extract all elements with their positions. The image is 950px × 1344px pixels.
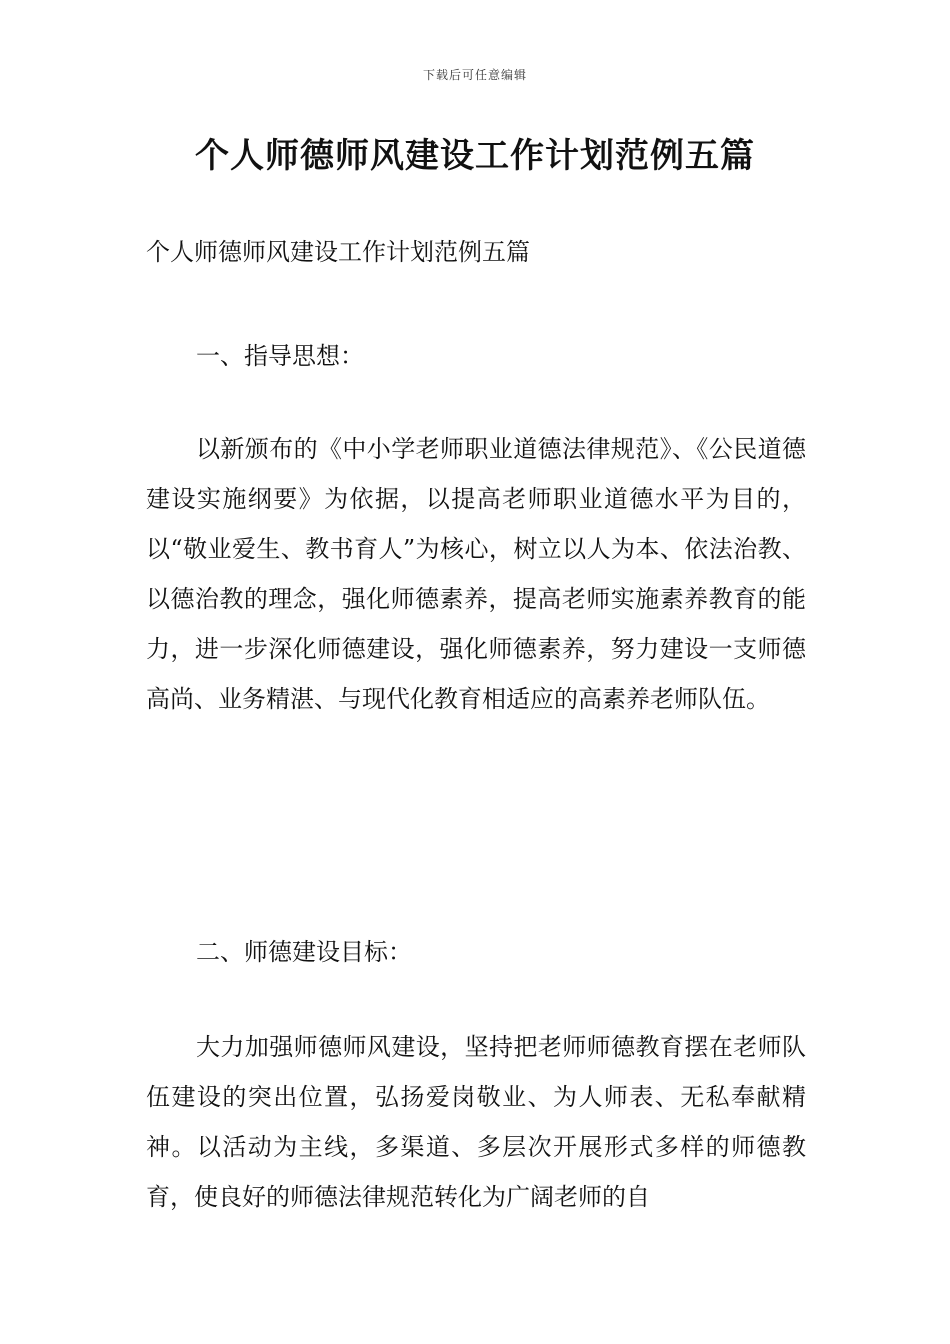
document-title: 个人师德师风建设工作计划范例五篇 [195, 136, 755, 176]
header-note: 下载后可任意编辑 [422, 68, 527, 82]
section-heading-guiding-ideology: 一、指导思想： [196, 342, 364, 370]
section-paragraph-guiding-ideology: 以新颁布的《中小学老师职业道德法律规范》、《公民道德建设实施纲要》为依据，以提高老师职业道德水平为目的，以“敬业爱生、教书育人”为核心，树立以人为本、依法治教、以德治教的理念，强化师德素养，提高老师实施素养教育的能力，进一步深化师德建设，强化师德素养，努力建设一支师德高尚、业务精湛、与现代化教育相适应的高素养老师队伍。 [146, 435, 806, 713]
section-heading-ethics-goals: 二、师德建设目标： [196, 938, 412, 966]
section-paragraph-ethics-goals: 大力加强师德师风建设，坚持把老师师德教育摆在老师队伍建设的突出位置，弘扬爱岗敬业、为人师表、无私奉献精神。以活动为主线，多渠道、多层次开展形式多样的师德教育，使良好的师德法律规范转化为广阔老师的自 [146, 1033, 806, 1211]
document-subtitle: 个人师德师风建设工作计划范例五篇 [146, 238, 530, 266]
